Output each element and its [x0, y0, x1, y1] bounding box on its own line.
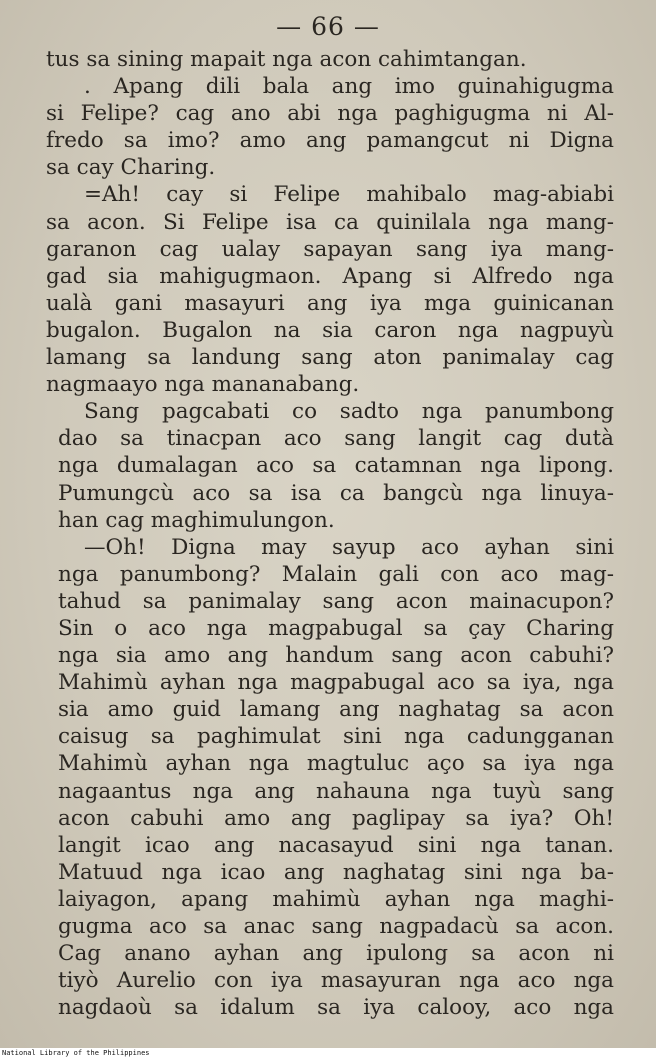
text-line: tahud sa panimalay sang acon mainacupon?: [58, 588, 614, 614]
text-line: Mahimù ayhan nga magpabugal aco sa iya, nga: [58, 670, 614, 696]
text-line: gugma aco sa anac sang nagpadacù sa acon.: [58, 914, 614, 939]
text-line: Pumungcù aco sa isa ca bangcù nga linuya-: [58, 480, 614, 506]
text-line: sia amo guid lamang ang naghatag sa acon: [58, 697, 614, 723]
text-line: sa cay Charing.: [46, 155, 216, 181]
text-line: nga dumalagan aco sa catamnan nga lipong.: [58, 453, 614, 479]
text-line: acon cabuhi amo ang paglipay sa iya? Oh!: [58, 805, 614, 831]
text-line: Mahimù ayhan nga magtuluc aço sa iya nga: [58, 751, 614, 777]
text-line: tus sa sining mapait nga acon cahimtangan.: [46, 47, 527, 72]
text-line: fredo sa imo? amo ang pamangcut ni Digna: [46, 128, 614, 154]
text-line: gad sia mahigugmaon. Apang si Alfredo nga: [46, 263, 614, 289]
text-line: ualà gani masayuri ang iya mga guinicanan: [46, 290, 614, 316]
footer-bar: [0, 1048, 656, 1058]
text-line: caisug sa paghimulat sini nga cadungganan: [58, 724, 614, 750]
text-line: nagdaoù sa idalum sa iya calooy, aco nga: [58, 995, 614, 1021]
text-line: garanon cag ualay sapayan sang iya mang-: [46, 236, 614, 262]
text-line: nga panumbong? Malain gali con aco mag-: [58, 561, 614, 587]
text-line: =Ah! cay si Felipe mahibalo mag-abiabi: [84, 182, 614, 208]
footer-credit: National Library of the Philippines: [2, 1049, 150, 1057]
text-line: . Apang dili bala ang imo guinahigugma: [84, 74, 614, 100]
text-line: Cag anano ayhan ang ipulong sa acon ni: [58, 941, 614, 967]
text-line: si Felipe? cag ano abi nga paghigugma ni Al-: [46, 101, 614, 127]
text-line: Sang pagcabati co sadto nga panumbong: [84, 399, 614, 425]
text-line: Sin o aco nga magpabugal sa çay Charing: [58, 615, 614, 641]
text-line: nagmaayo nga mananabang.: [46, 372, 360, 398]
text-line: dao sa tinacpan aco sang langit cag dutà: [58, 426, 614, 452]
text-line: Matuud nga icao ang naghatag sini nga ba-: [58, 859, 614, 885]
text-line: bugalon. Bugalon na sia caron nga nagpuyù: [46, 317, 614, 343]
text-line: sa acon. Si Felipe isa ca quinilala nga mang-: [46, 209, 614, 235]
text-line: tiyò Aurelio con iya masayuran nga aco nga: [58, 968, 614, 994]
text-line: langit icao ang nacasayud sini nga tanan.: [58, 832, 614, 858]
text-line: nga sia amo ang handum sang acon cabuhi?: [58, 643, 614, 669]
page-number: — 66 —: [276, 12, 380, 41]
text-line: —Oh! Digna may sayup aco ayhan sini: [84, 534, 614, 560]
page-text: [46, 46, 614, 1021]
text-line: han cag maghimulungon.: [58, 507, 335, 533]
text-line: lamang sa landung sang aton panimalay cag: [46, 345, 614, 371]
text-line: laiyagon, apang mahimù ayhan nga maghi-: [58, 886, 614, 912]
text-line: nagaantus nga ang nahauna nga tuyù sang: [58, 778, 614, 804]
